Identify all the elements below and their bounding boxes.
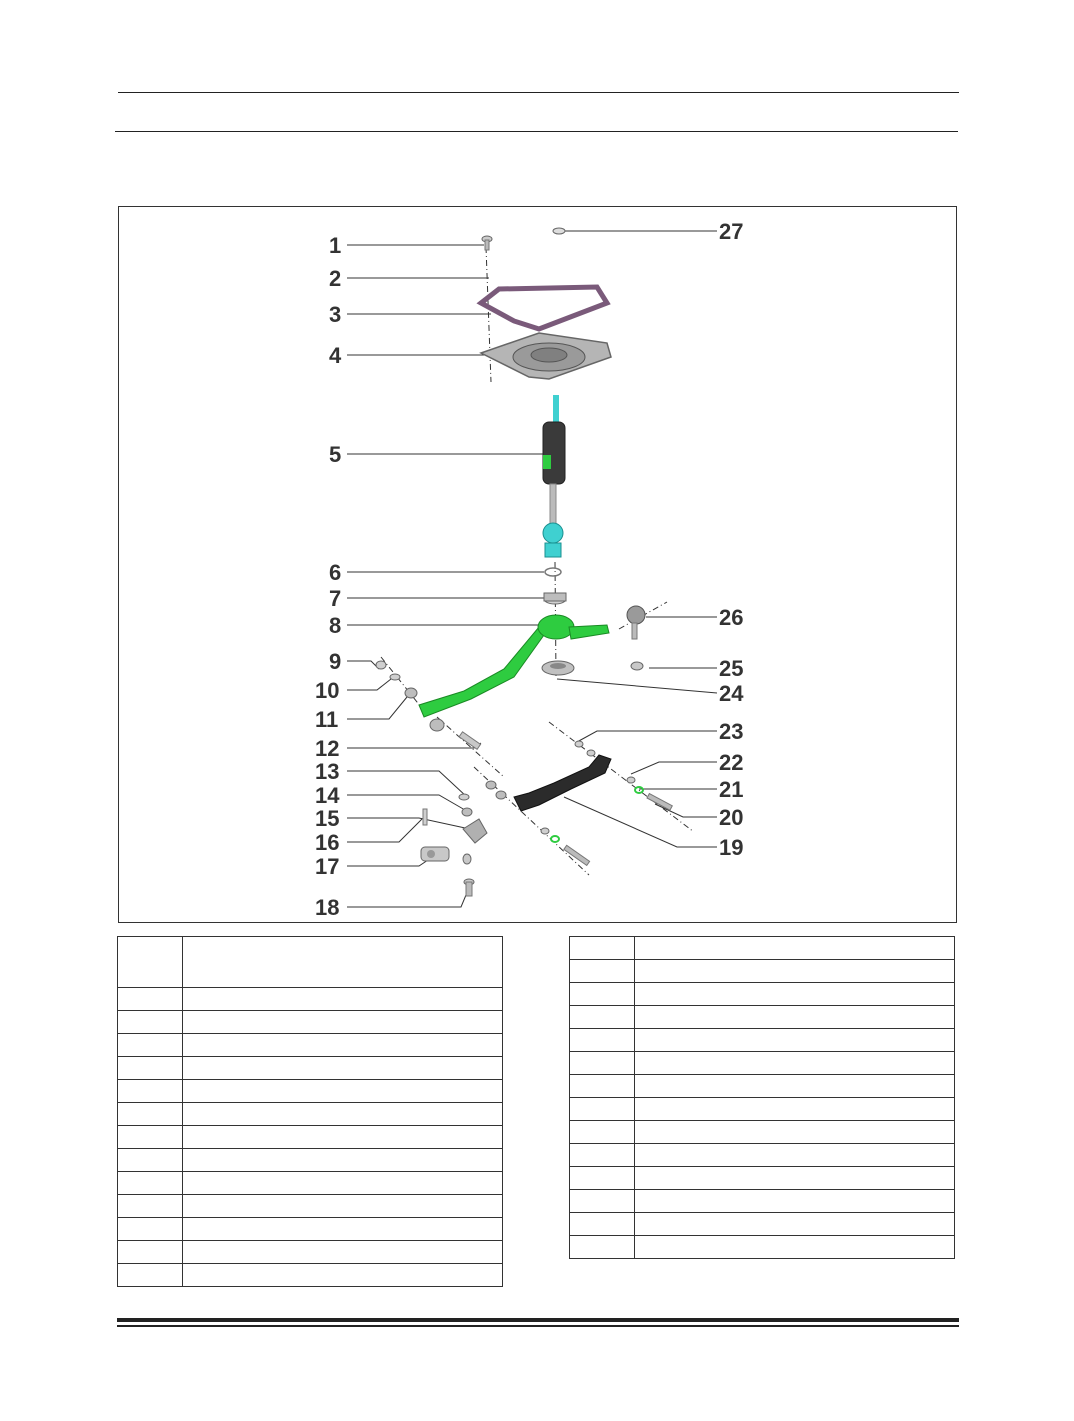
part-number-cell	[118, 1126, 183, 1149]
part-name-cell	[635, 983, 955, 1006]
part-name-cell	[183, 1195, 503, 1218]
part-11-bushing	[405, 688, 417, 698]
callout-27: 27	[719, 219, 744, 244]
part-name-cell	[183, 937, 503, 988]
parts-table-right-body	[570, 937, 955, 1259]
part-number-cell	[570, 1098, 635, 1121]
exploded-view-frame	[118, 206, 957, 923]
table-row	[570, 1052, 955, 1075]
part-number-cell	[118, 1011, 183, 1034]
part-20b-washer	[541, 828, 549, 834]
parts-table-left-body	[118, 937, 503, 1287]
table-row	[118, 1103, 503, 1126]
table-row	[118, 1149, 503, 1172]
part-number-cell	[570, 1236, 635, 1259]
part-20c-bolt	[564, 845, 590, 865]
table-row	[570, 960, 955, 983]
part-13-washer	[459, 794, 469, 800]
part-number-cell	[570, 1121, 635, 1144]
part-8-lever-arm	[419, 615, 609, 717]
part-10-washer	[390, 674, 400, 680]
part-number-cell	[570, 1167, 635, 1190]
part-name-cell	[635, 1075, 955, 1098]
table-row	[570, 1121, 955, 1144]
part-name-cell	[635, 1144, 955, 1167]
table-row	[118, 1034, 503, 1057]
part-17b-bushing	[463, 854, 471, 864]
part-number-cell	[118, 1172, 183, 1195]
part-name-cell	[635, 1098, 955, 1121]
part-15-bracket	[463, 819, 487, 843]
callout-9: 9	[329, 649, 342, 674]
part-6-ring	[545, 568, 561, 576]
table-row	[570, 1190, 955, 1213]
part-name-cell	[183, 1149, 503, 1172]
part-name-cell	[635, 960, 955, 983]
table-row	[570, 983, 955, 1006]
part-number-cell	[118, 1034, 183, 1057]
part-name-cell	[183, 1057, 503, 1080]
part-number-cell	[118, 1241, 183, 1264]
part-7-bushing	[544, 593, 566, 604]
callout-25: 25	[719, 656, 744, 681]
part-20-bolt	[647, 794, 672, 811]
callout-18: 18	[315, 895, 340, 920]
table-row	[570, 1213, 955, 1236]
table-row	[118, 1126, 503, 1149]
part-number-cell	[118, 1080, 183, 1103]
part-name-cell	[635, 1190, 955, 1213]
part-26-ball-joint	[627, 606, 645, 639]
part-name-cell	[635, 1006, 955, 1029]
part-number-cell	[118, 1149, 183, 1172]
callout-19: 19	[719, 835, 744, 860]
table-row	[118, 1011, 503, 1034]
table-row	[118, 1264, 503, 1287]
part-5-shift-lever	[543, 395, 565, 557]
part-number-cell	[570, 983, 635, 1006]
part-number-cell	[118, 1264, 183, 1287]
part-number-cell	[570, 1213, 635, 1236]
part-name-cell	[183, 1241, 503, 1264]
callout-2: 2	[329, 266, 342, 291]
callout-4: 4	[329, 343, 342, 368]
part-19-bushing-b	[496, 791, 506, 799]
part-18-bolt	[464, 879, 474, 896]
table-row	[118, 1241, 503, 1264]
part-number-cell	[118, 988, 183, 1011]
part-17-clevis	[421, 847, 449, 861]
part-16-pin	[423, 809, 427, 825]
callout-22: 22	[719, 750, 744, 775]
part-name-cell	[183, 988, 503, 1011]
table-row	[570, 1144, 955, 1167]
part-number-cell	[570, 960, 635, 983]
callout-3: 3	[329, 302, 342, 327]
part-24-bushing	[542, 661, 574, 675]
table-row	[118, 1218, 503, 1241]
table-row	[570, 1167, 955, 1190]
callout-5: 5	[329, 442, 342, 467]
callout-16: 16	[315, 830, 340, 855]
callout-10: 10	[315, 678, 340, 703]
part-number-cell	[570, 1006, 635, 1029]
table-row	[570, 1098, 955, 1121]
part-number-cell	[118, 1195, 183, 1218]
table-row	[570, 1075, 955, 1098]
table-row	[118, 988, 503, 1011]
part-14-nut	[462, 808, 472, 816]
footer-rule-thick	[117, 1318, 959, 1322]
callout-11: 11	[315, 707, 339, 732]
part-number-cell	[118, 1103, 183, 1126]
callout-8: 8	[329, 613, 342, 638]
part-27-clip	[553, 228, 565, 234]
part-name-cell	[183, 1264, 503, 1287]
callout-24: 24	[719, 681, 744, 706]
part-name-cell	[635, 1167, 955, 1190]
callout-14: 14	[315, 783, 340, 808]
footer-rule-thin	[117, 1325, 959, 1327]
callout-12: 12	[315, 736, 340, 761]
table-row	[570, 1029, 955, 1052]
part-name-cell	[635, 1121, 955, 1144]
callout-26: 26	[719, 605, 744, 630]
part-9-clip	[376, 661, 386, 669]
part-name-cell	[183, 1011, 503, 1034]
part-12-pin	[430, 719, 481, 749]
parts-table-right	[569, 936, 955, 1259]
part-21b-o-ring	[551, 836, 559, 842]
header-rule-bottom	[115, 131, 958, 132]
part-number-cell	[570, 1144, 635, 1167]
table-row	[570, 937, 955, 960]
part-19-bushing-a	[486, 781, 496, 789]
part-name-cell	[635, 937, 955, 960]
part-name-cell	[183, 1172, 503, 1195]
part-23b-nut	[587, 750, 595, 756]
part-name-cell	[183, 1080, 503, 1103]
table-row	[118, 937, 503, 988]
callout-15: 15	[315, 806, 340, 831]
part-3-gasket	[481, 287, 607, 329]
part-number-cell	[118, 1057, 183, 1080]
table-row	[118, 1080, 503, 1103]
part-number-cell	[118, 937, 183, 988]
callout-17: 17	[315, 854, 340, 879]
callout-13: 13	[315, 759, 340, 784]
callout-20: 20	[719, 805, 744, 830]
part-21-o-ring	[635, 787, 643, 793]
part-name-cell	[635, 1052, 955, 1075]
callout-1: 1	[329, 233, 342, 258]
part-number-cell	[570, 1075, 635, 1098]
part-1-screw	[482, 236, 492, 250]
part-name-cell	[183, 1218, 503, 1241]
part-number-cell	[570, 1052, 635, 1075]
callout-23: 23	[719, 719, 744, 744]
part-number-cell	[570, 1029, 635, 1052]
part-23-washer	[575, 741, 583, 747]
table-row	[570, 1236, 955, 1259]
table-row	[118, 1172, 503, 1195]
table-row	[118, 1057, 503, 1080]
part-number-cell	[118, 1218, 183, 1241]
part-4-cover-plate	[481, 333, 611, 379]
part-name-cell	[635, 1236, 955, 1259]
part-name-cell	[635, 1213, 955, 1236]
part-name-cell	[635, 1029, 955, 1052]
part-number-cell	[570, 937, 635, 960]
part-name-cell	[183, 1034, 503, 1057]
parts-table-left	[117, 936, 503, 1287]
part-name-cell	[183, 1126, 503, 1149]
exploded-view-diagram	[119, 207, 958, 924]
part-19-bracket	[514, 755, 611, 811]
table-row	[570, 1006, 955, 1029]
callout-21: 21	[719, 777, 744, 802]
part-name-cell	[183, 1103, 503, 1126]
table-row	[118, 1195, 503, 1218]
part-25-nut	[631, 662, 643, 670]
part-22-washer	[627, 777, 635, 783]
header-rule-top	[118, 92, 959, 93]
callout-7: 7	[329, 586, 342, 611]
callout-6: 6	[329, 560, 342, 585]
part-number-cell	[570, 1190, 635, 1213]
